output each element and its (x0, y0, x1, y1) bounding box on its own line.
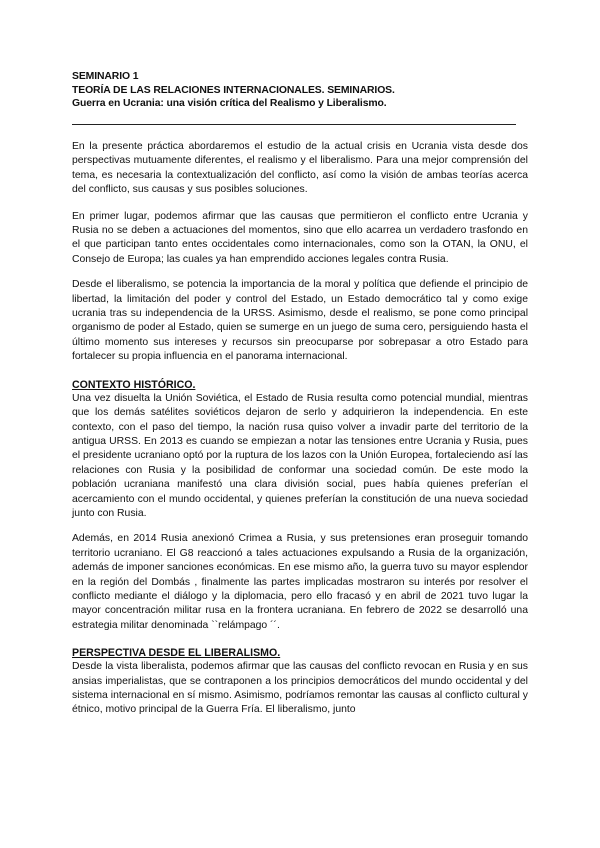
intro-paragraph-1: En la presente práctica abordaremos el estudio de la actual crisis en Ucrania vista desde dos perspectivas mutuamente diferentes, el realismo y el liberalismo. Para una mejor comprensión del tema, es necesaria la contextualización del conflicto, así como la visión de ambas teorías acerca del conflicto, sus causas y sus posibles soluciones. (72, 141, 528, 196)
header-divider (72, 124, 516, 125)
intro-paragraph-3: Desde el liberalismo, se potencia la importancia de la moral y política que defiende el principio de libertad, la limitación del poder y control del Estado, un Estado democrático tal y como exige ucrania tras su independencia de la URSS. Asimismo, desde el realismo, se pone como principal organismo de poder al Estado, quien se sumerge en un juego de suma cero, persiguiendo hasta el último momento sus intereses y recursos sin preocuparse por sobrepasar a otro Estado para fortalecer su propia influencia en el panorama internacional. (72, 279, 528, 363)
course-title: TEORÍA DE LAS RELACIONES INTERNACIONALES. SEMINARIOS. (72, 84, 395, 96)
intro-paragraph-2: En primer lugar, podemos afirmar que las causas que permitieron el conflicto entre Ucrania y Rusia no se deben a actuaciones del momentos, sino que ello acarrea un verdadero trasfondo en el que participan tanto entes occidentales como internacionales, como son la OTAN, la ONU, el Consejo de Europa; las cuales ya han emprendido acciones legales contra Rusia. (72, 210, 528, 265)
document-subtitle: Guerra en Ucrania: una visión crítica del Realismo y Liberalismo. (72, 98, 387, 109)
context-paragraph-2: Además, en 2014 Rusia anexionó Crimea a Rusia, y sus pretensiones eran proseguir tomando territorio ucraniano. El G8 reaccionó a tales actuaciones expulsando a Rusia de la organización, además de imponer sanciones económicas. En ese mismo año, la guerra tuvo su mayor esplendor en la región del Dombás , finalmente las partes implicadas mostraron su interés por resolver el conflicto mediante el diálogo y la diplomacia, pero ello fracasó y en abril de 2021 tuvo lugar la mayor concentración militar rusa en la frontera ucraniana. En febrero de 2022 se desarrolló una estrategia militar denominada ``relámpago ´´. (72, 533, 528, 631)
seminar-number: SEMINARIO 1 (72, 71, 139, 82)
context-paragraph-1: Una vez disuelta la Unión Soviética, el Estado de Rusia resulta como potencial mundial, mientras que los demás satélites soviéticos dejaron de serlo y adquirieron la independencia. En este contexto, con el paso del tiempo, la nación rusa quiso volver a invadir parte del territorio de la antigua URSS. En 2013 es cuando se empiezan a notar las tensiones entre Ucrania y Rusia, pues el presidente ucraniano optó por la ruptura de los lazos con la Unión Europea, fortaleciendo así las relaciones con Rusia y la posibilidad de conformar una sociedad común. De este modo la población ucraniana manifestó una clara división social, pues había quienes preferían el acercamiento con el mundo occidental, y quienes preferían la constitución de una nueva sociedad junto con Rusia. (72, 392, 528, 519)
document-header (72, 70, 528, 111)
liberalism-paragraph-1: Desde la vista liberalista, podemos afirmar que las causas del conflicto revocan en Rusia y en sus ansias imperialistas, que se contraponen a los principios democráticos del mundo occidental y del sistema internacional en sí mismo. Asimismo, podríamos remontar las causas al conflicto cultural y étnico, motivo principal de la Guerra Fría. El liberalismo, junto (72, 661, 528, 716)
section-heading-liberalism: PERSPECTIVA DESDE EL LIBERALISMO. (72, 647, 281, 660)
section-heading-context: CONTEXTO HISTÓRICO. (72, 378, 196, 391)
document-body (72, 140, 528, 718)
